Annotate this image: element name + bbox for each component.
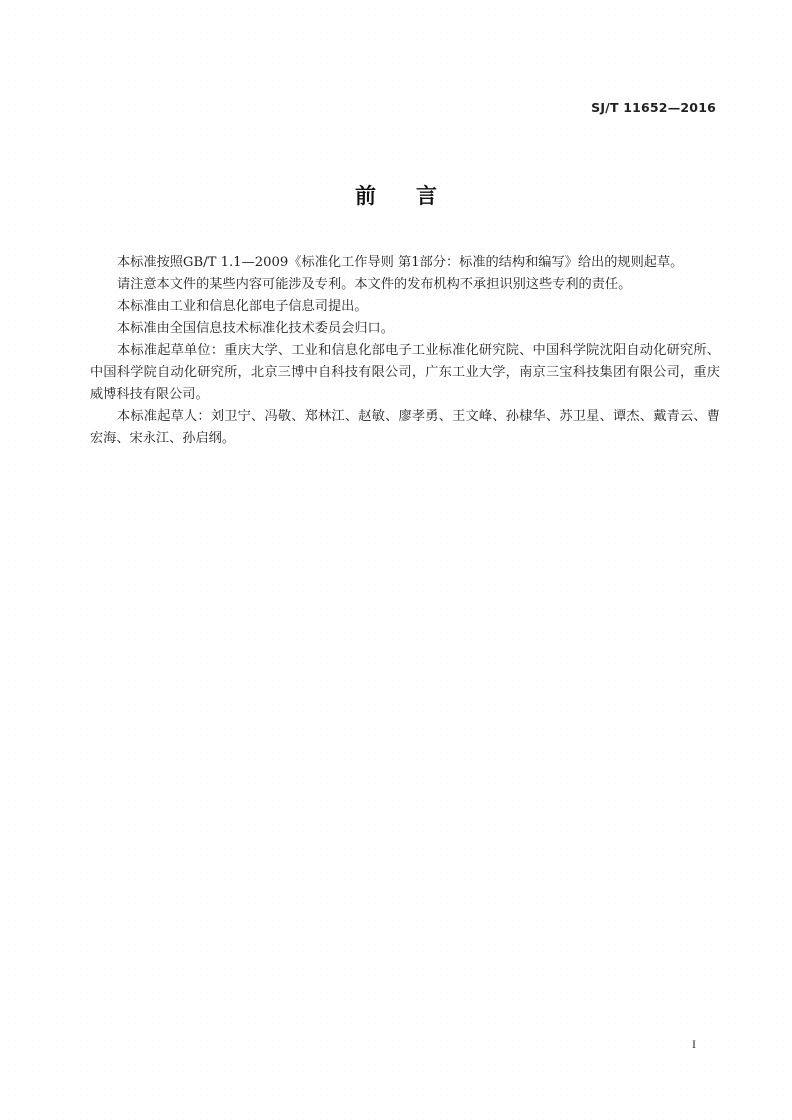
paragraph-drafting-organizations: 本标准起草单位：重庆大学、工业和信息化部电子工业标准化研究院、中国科学院沈阳自动化研究所、中国科学院自动化研究所，北京三博中自科技有限公司，广东工业大学，南京三宝科技集团有限公司，重庆威博科技有限公司。 <box>90 343 720 402</box>
paragraph-proposer: 本标准由工业和信息化部电子信息司提出。 <box>117 299 368 314</box>
paragraph-patent-notice: 请注意本文件的某些内容可能涉及专利。本文件的发布机构不承担识别这些专利的责任。 <box>117 277 632 292</box>
standard-code: SJ/T 11652—2016 <box>591 100 716 115</box>
foreword-body <box>90 252 720 450</box>
page-number: I <box>692 1037 696 1051</box>
page-title: 前言 <box>355 184 477 208</box>
paragraph-drafting-rules: 本标准按照GB/T 1.1—2009《标准化工作导则 第1部分：标准的结构和编写》给出的规则起草。 <box>117 255 684 270</box>
paragraph-drafters: 本标准起草人：刘卫宁、冯敬、郑林江、赵敏、廖孝勇、王文峰、孙棣华、苏卫星、谭杰、戴青云、曹宏海、宋永江、孙启纲。 <box>90 409 720 446</box>
paragraph-technical-committee: 本标准由全国信息技术标准化技术委员会归口。 <box>117 321 394 336</box>
